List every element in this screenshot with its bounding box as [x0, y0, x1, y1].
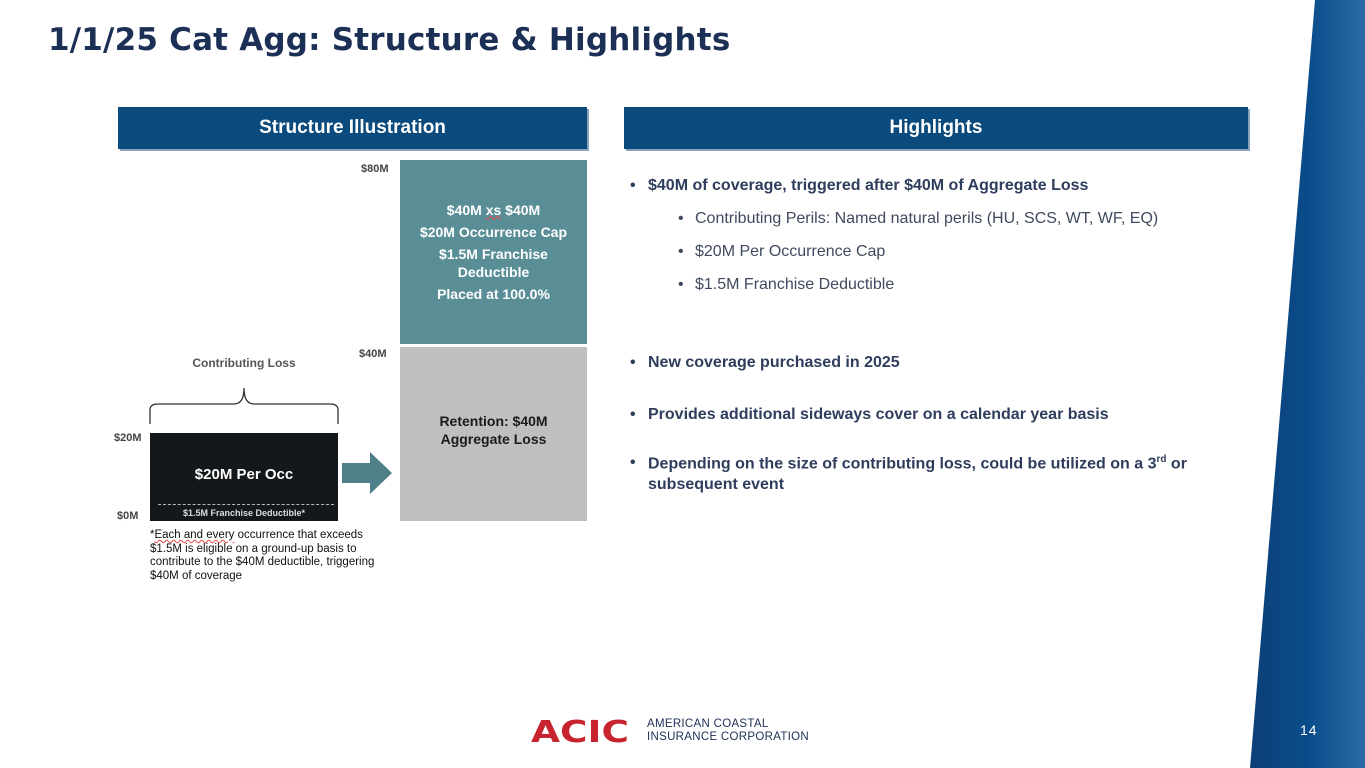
right-decorative-band: [1240, 0, 1365, 768]
axis-label-20m: $20M: [114, 432, 142, 444]
structure-illustration-header: Structure Illustration: [118, 107, 587, 149]
highlight-main: • $40M of coverage, triggered after $40M of Aggregate Loss: [630, 177, 1089, 194]
layer-line-2: $20M Occurrence Cap: [419, 223, 568, 240]
layer-line-1: $40M xs $40M: [446, 201, 541, 218]
right-arrow-icon: [342, 450, 394, 496]
highlight-sub-1: • Contributing Perils: Named natural perils (HU, SCS, WT, WF, EQ): [678, 210, 1159, 227]
coverage-layer: [400, 160, 587, 344]
retention-layer: [400, 347, 587, 521]
retention-label: Retention: $40M Aggregate Loss: [439, 413, 548, 447]
footnote: *Each and every occurrence that exceeds $1.5M is eligible on a ground-up basis to contribute to the $40M deductible, triggering $40M of coverage: [150, 529, 375, 582]
axis-label-80m: $80M: [361, 163, 389, 175]
layer-line-4: Placed at 100.0%: [437, 286, 550, 303]
highlight-sub-3: • $1.5M Franchise Deductible: [678, 276, 895, 293]
acic-logo-mark: [531, 716, 631, 746]
highlight-depending: • Depending on the size of contributing loss, could be utilized on a 3rd or subsequent event: [630, 454, 1187, 494]
highlight-sideways-cover: • Provides additional sideways cover on a calendar year basis: [630, 406, 1109, 423]
layer-line-3: $1.5M Franchise Deductible: [439, 245, 548, 281]
per-occurrence-box: [150, 433, 338, 521]
company-name: AMERICAN COASTAL INSURANCE CORPORATION: [647, 717, 809, 743]
contributing-loss-brace: [148, 380, 340, 426]
franchise-deductible-label: $1.5M Franchise Deductible*: [182, 508, 306, 518]
deductible-dash-line: [158, 504, 334, 505]
contributing-loss-label: Contributing Loss: [192, 356, 296, 370]
highlights-header: Highlights: [624, 107, 1248, 149]
svg-text:ACIC: ACIC: [531, 716, 629, 746]
per-occ-label: $20M Per Occ: [194, 466, 294, 483]
slide-title: 1/1/25 Cat Agg: Structure & Highlights: [48, 22, 731, 58]
axis-label-0m: $0M: [117, 510, 139, 522]
axis-label-40m: $40M: [359, 348, 387, 360]
highlight-sub-2: • $20M Per Occurrence Cap: [678, 243, 886, 260]
company-logo: [531, 716, 809, 746]
highlight-new-coverage: • New coverage purchased in 2025: [630, 354, 900, 371]
page-number: 14: [1300, 722, 1318, 738]
